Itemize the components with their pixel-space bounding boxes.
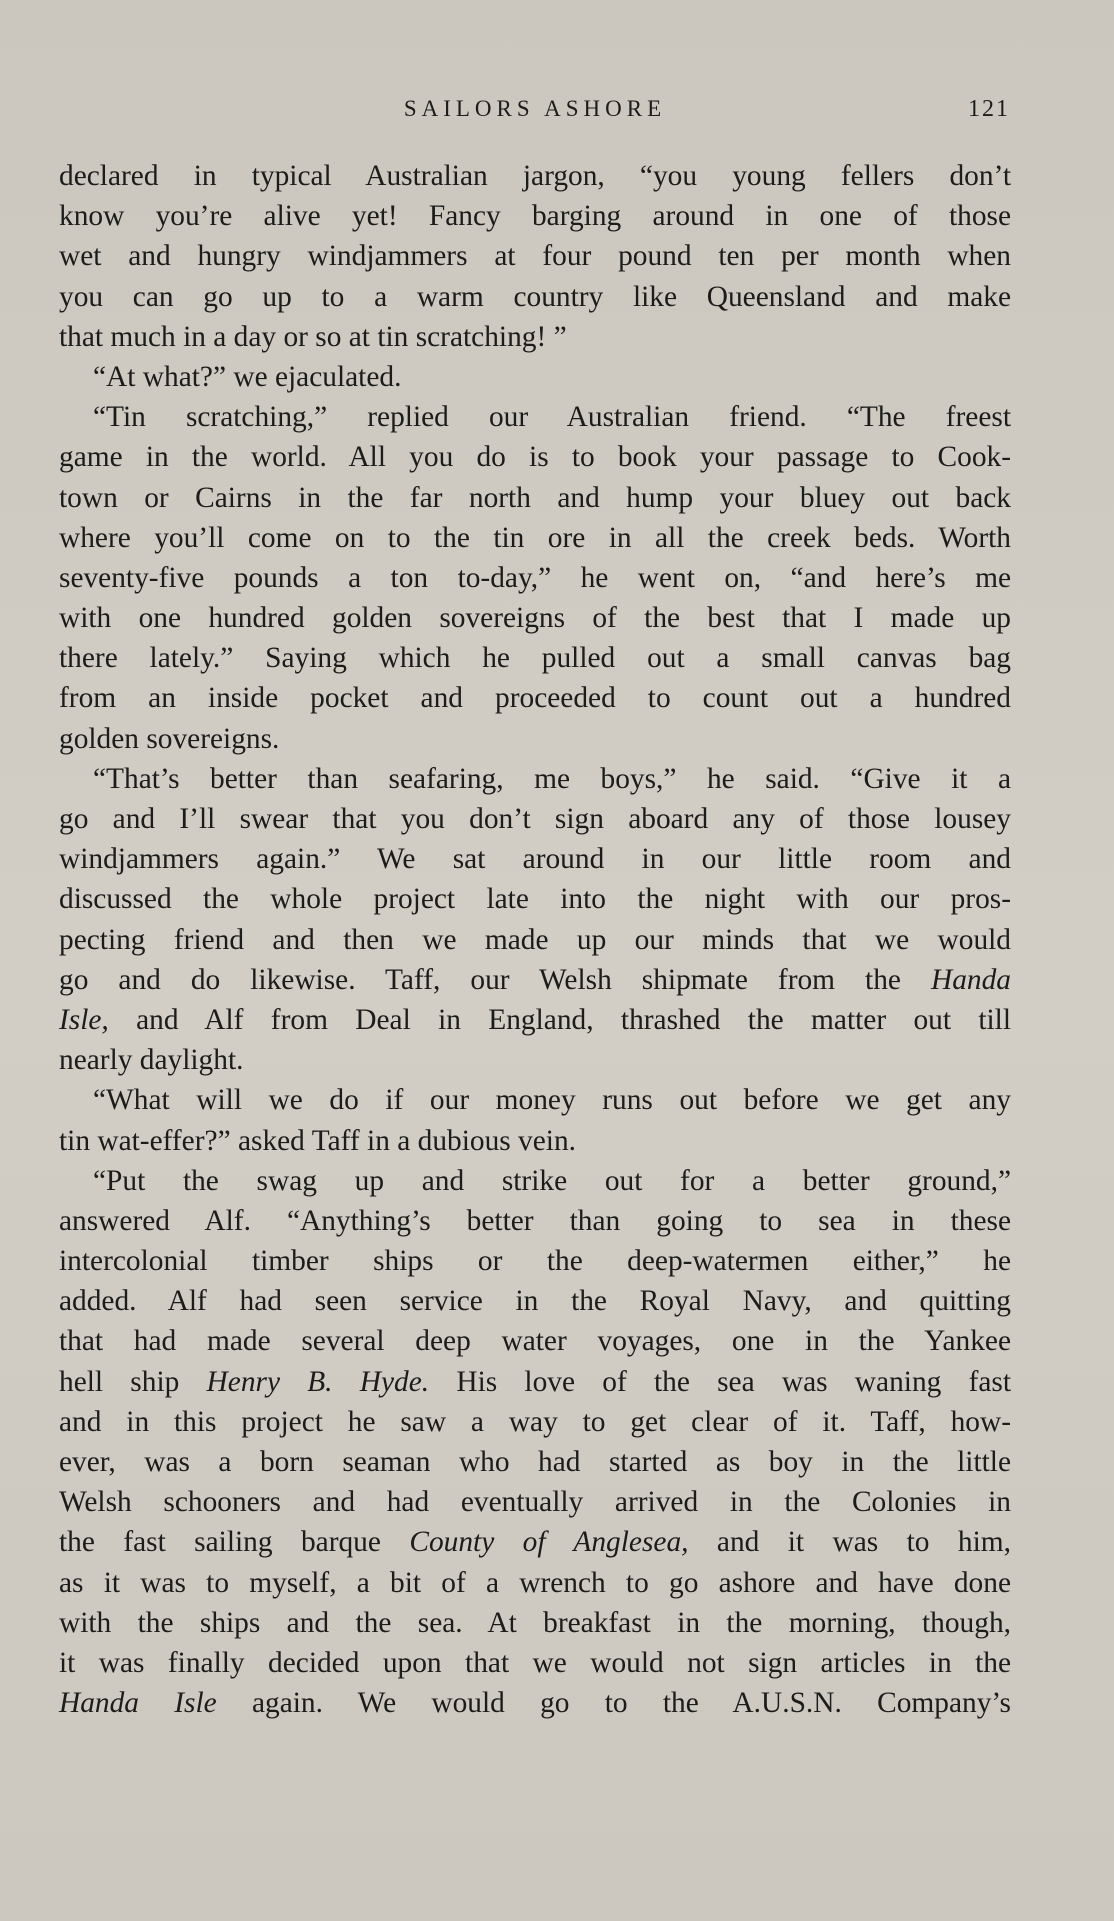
- text-line: [59, 1683, 1011, 1723]
- text-line: windjammers again.” We sat around in our little room and: [59, 843, 1011, 876]
- italic-text: Isle,: [59, 1003, 109, 1036]
- text-line: golden sovereigns.: [59, 722, 280, 755]
- italic-text: County of Anglesea,: [409, 1526, 689, 1559]
- text-line: game in the world. All you do is to book your passage to Cook-: [59, 441, 1011, 474]
- text-line: declared in typical Australian jargon, “you young fellers don’t: [59, 160, 1011, 192]
- text-line: tin wat-effer?” asked Taff in a dubious vein.: [59, 1124, 577, 1157]
- text-segment: the fast sailing barque: [59, 1526, 410, 1559]
- text-line: “That’s better than seafaring, me boys,” he said. “Give it a: [93, 762, 1011, 795]
- text-line: [59, 1000, 1011, 1040]
- text-line: with the ships and the sea. At breakfast in the morning, though,: [59, 1606, 1011, 1639]
- text-line: it was finally decided upon that we would not sign articles in the: [59, 1646, 1011, 1679]
- text-line: wet and hungry windjammers at four pound ten per month when: [59, 240, 1011, 273]
- text-line: added. Alf had seen service in the Royal Navy, and quitting: [59, 1285, 1011, 1318]
- text-line: discussed the whole project late into the night with our pros-: [59, 883, 1011, 916]
- text-segment: His love of the sea was waning fast: [429, 1365, 1012, 1398]
- text-line: where you’ll come on to the tin ore in all the creek beds. Worth: [59, 521, 1011, 554]
- text-line: “At what?” we ejaculated.: [93, 360, 402, 393]
- page-number: 121: [968, 96, 1010, 122]
- text-line: ever, was a born seaman who had started as boy in the little: [59, 1446, 1011, 1478]
- text-line: and in this project he saw a way to get clear of it. Taff, how-: [59, 1405, 1011, 1438]
- text-line: from an inside pocket and proceeded to count out a hundred: [59, 682, 1011, 715]
- body-text: [59, 156, 1011, 1723]
- text-line: answered Alf. “Anything’s better than going to sea in these: [59, 1204, 1011, 1237]
- running-title: SAILORS ASHORE: [403, 96, 667, 121]
- text-line: [59, 960, 1011, 1000]
- text-line: know you’re alive yet! Fancy barging around in one of those: [59, 200, 1011, 233]
- italic-text: Henry B. Hyde.: [206, 1365, 430, 1398]
- text-line: there lately.” Saying which he pulled out a small canvas bag: [59, 642, 1011, 675]
- text-line: pecting friend and then we made up our minds that we would: [59, 923, 1011, 956]
- text-line: “What will we do if our money runs out before we get any: [93, 1084, 1011, 1117]
- text-line: that had made several deep water voyages, one in the Yankee: [59, 1325, 1011, 1358]
- text-segment: again. We would go to the A.U.S.N. Company’s: [216, 1687, 1011, 1720]
- text-line: go and I’ll swear that you don’t sign aboard any of those lousey: [59, 803, 1011, 835]
- text-line: nearly daylight.: [59, 1044, 244, 1077]
- text-line: intercolonial timber ships or the deep-watermen either,” he: [59, 1245, 1011, 1278]
- italic-text: Handa Isle: [59, 1687, 217, 1720]
- italic-text: Handa: [930, 963, 1011, 996]
- text-line: [59, 1522, 1011, 1562]
- text-line: “Put the swag up and strike out for a better ground,”: [93, 1164, 1011, 1197]
- text-segment: and Alf from Deal in England, thrashed the matter out till: [108, 1003, 1011, 1036]
- text-line: you can go up to a warm country like Queensland and make: [59, 280, 1011, 313]
- running-head: [60, 96, 1010, 130]
- text-line: that much in a day or so at tin scratching! ”: [59, 320, 567, 353]
- text-segment: and it was to him,: [688, 1526, 1011, 1559]
- text-line: seventy-five pounds a ton to-day,” he went on, “and here’s me: [59, 561, 1011, 594]
- text-line: as it was to myself, a bit of a wrench to go ashore and have done: [59, 1566, 1011, 1599]
- text-line: Welsh schooners and had eventually arrived in the Colonies in: [59, 1486, 1011, 1519]
- text-line: [59, 1362, 1011, 1402]
- text-line: with one hundred golden sovereigns of the best that I made up: [59, 602, 1011, 635]
- text-segment: go and do likewise. Taff, our Welsh shipmate from the: [59, 963, 931, 996]
- text-line: town or Cairns in the far north and hump your bluey out back: [59, 481, 1011, 514]
- text-line: “Tin scratching,” replied our Australian friend. “The freest: [93, 401, 1011, 434]
- text-segment: hell ship: [59, 1365, 207, 1398]
